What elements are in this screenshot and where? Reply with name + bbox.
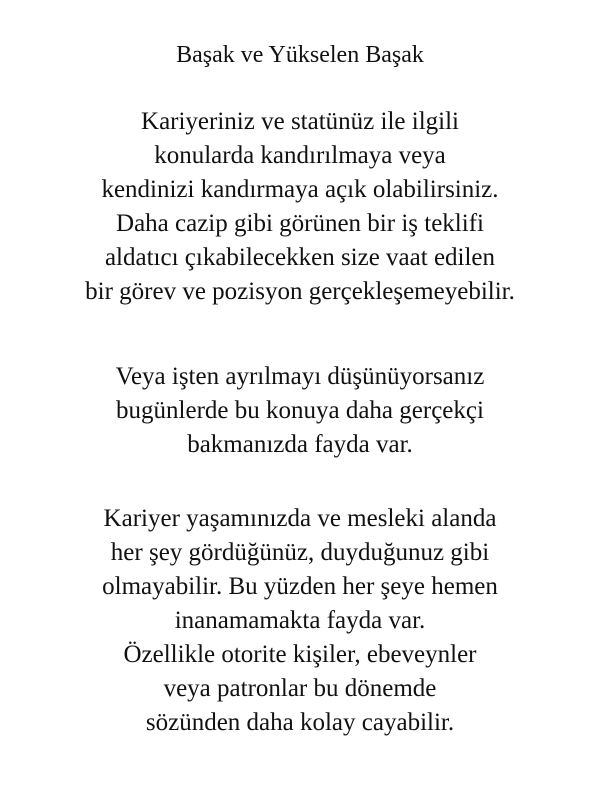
page-title: Başak ve Yükselen Başak [176,42,424,68]
paragraph-3 [0,502,600,740]
text-line: olmayabilir. Bu yüzden her şeye hemen [102,573,498,600]
text-line: bakmanızda fayda var. [187,431,413,458]
text-line: Daha cazip gibi görünen bir iş teklifi [116,210,484,237]
text-line: Kariyer yaşamınızda ve mesleki alanda [103,505,497,532]
paragraph-1 [0,105,600,309]
text-line: Veya işten ayrılmayı düşünüyorsanız [115,363,485,390]
text-line: Kariyeriniz ve statünüz ile ilgili [141,108,459,135]
paragraph-2 [0,360,600,462]
text-line: her şey gördüğünüz, duyduğunuz gibi [110,539,490,566]
text-line: Özellikle otorite kişiler, ebeveynler [123,641,477,668]
text-line: veya patronlar bu dönemde [163,675,437,702]
text-line: sözünden daha kolay cayabilir. [145,709,455,736]
text-line: aldatıcı çıkabilecekken size vaat edilen [104,244,496,271]
text-line: bugünlerde bu konuya daha gerçekçi [116,397,484,424]
text-line: bir görev ve pozisyon gerçekleşemeyebilir. [85,278,515,305]
text-line: kendinizi kandırmaya açık olabilirsiniz. [101,176,499,203]
text-line: inanamamakta fayda var. [174,607,426,634]
text-line: konularda kandırılmaya veya [154,142,446,169]
